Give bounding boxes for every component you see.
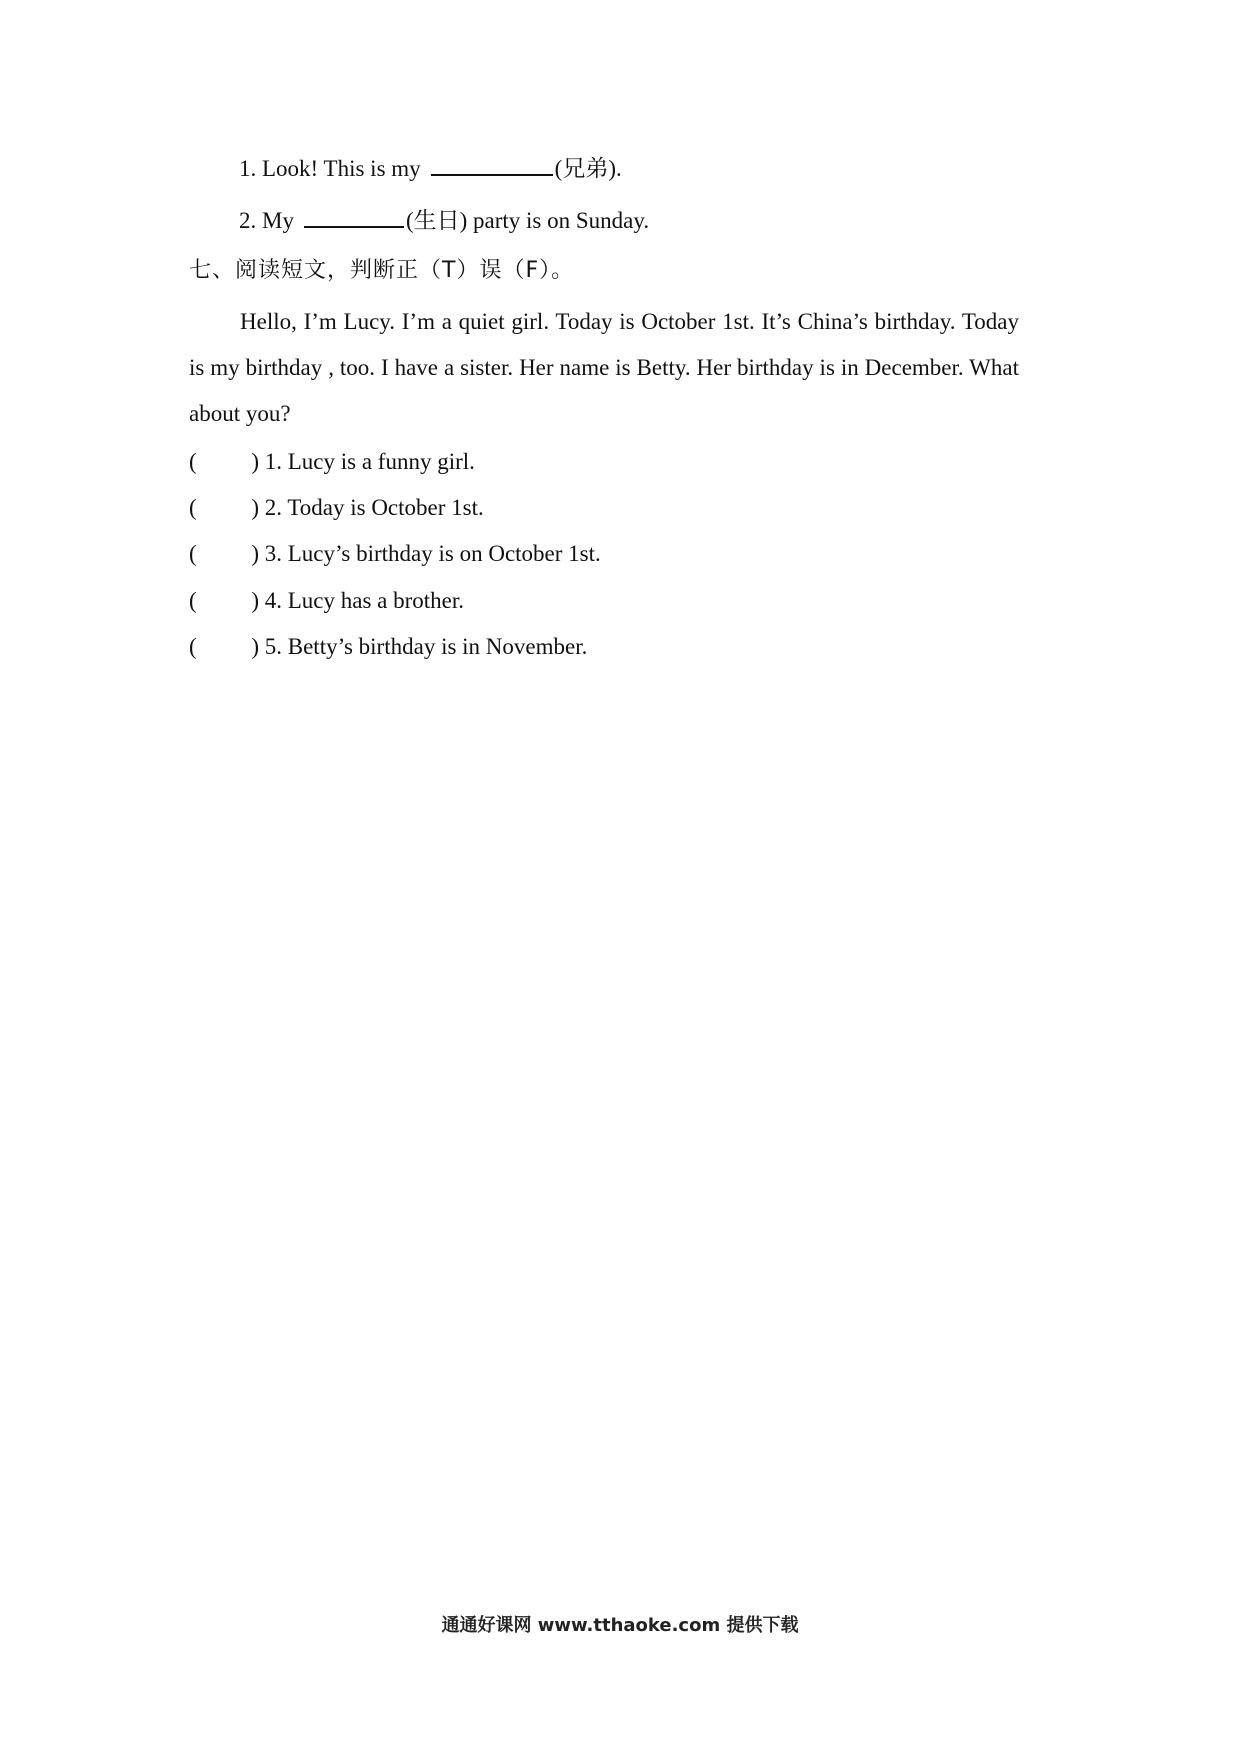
tf-item-5 [189, 632, 587, 662]
question-hint: (生日) party is on Sunday. [405, 208, 650, 233]
tf-statement: 4. Lucy has a brother. [264, 588, 465, 613]
answer-paren[interactable]: ( ) [189, 541, 259, 566]
reading-passage: Hello, I’m Lucy. I’m a quiet girl. Today is October 1st. It’s China’s birthday. Today is my birthday , too. I have a sister. Her name is Betty. Her birthday is in December. What about you? [189, 309, 1019, 426]
answer-blank[interactable] [304, 204, 404, 228]
answer-blank[interactable] [431, 152, 553, 176]
question-hint: (兄弟). [554, 156, 622, 181]
tf-statement: 1. Lucy is a funny girl. [264, 449, 475, 474]
answer-paren[interactable]: ( ) [189, 495, 259, 520]
question-text: 1. Look! This is my [239, 156, 421, 181]
page-footer: 通通好课网 www.tthaoke.com 提供下载 [441, 1615, 799, 1636]
answer-paren[interactable]: ( ) [189, 634, 259, 659]
tf-item-3 [189, 539, 601, 569]
tf-statement: 3. Lucy’s birthday is on October 1st. [264, 541, 601, 566]
fill-blank-question-2 [239, 204, 649, 236]
tf-item-4 [189, 586, 464, 616]
answer-paren[interactable]: ( ) [189, 588, 259, 613]
tf-item-1 [189, 447, 475, 477]
tf-statement: 5. Betty’s birthday is in November. [264, 634, 588, 659]
tf-item-2 [189, 493, 484, 523]
section-title: 七、阅读短文，判断正（T）误（F）。 [189, 258, 575, 283]
question-text: 2. My [239, 208, 294, 233]
tf-statement: 2. Today is October 1st. [264, 495, 484, 520]
answer-paren[interactable]: ( ) [189, 449, 259, 474]
fill-blank-question-1 [239, 152, 622, 184]
